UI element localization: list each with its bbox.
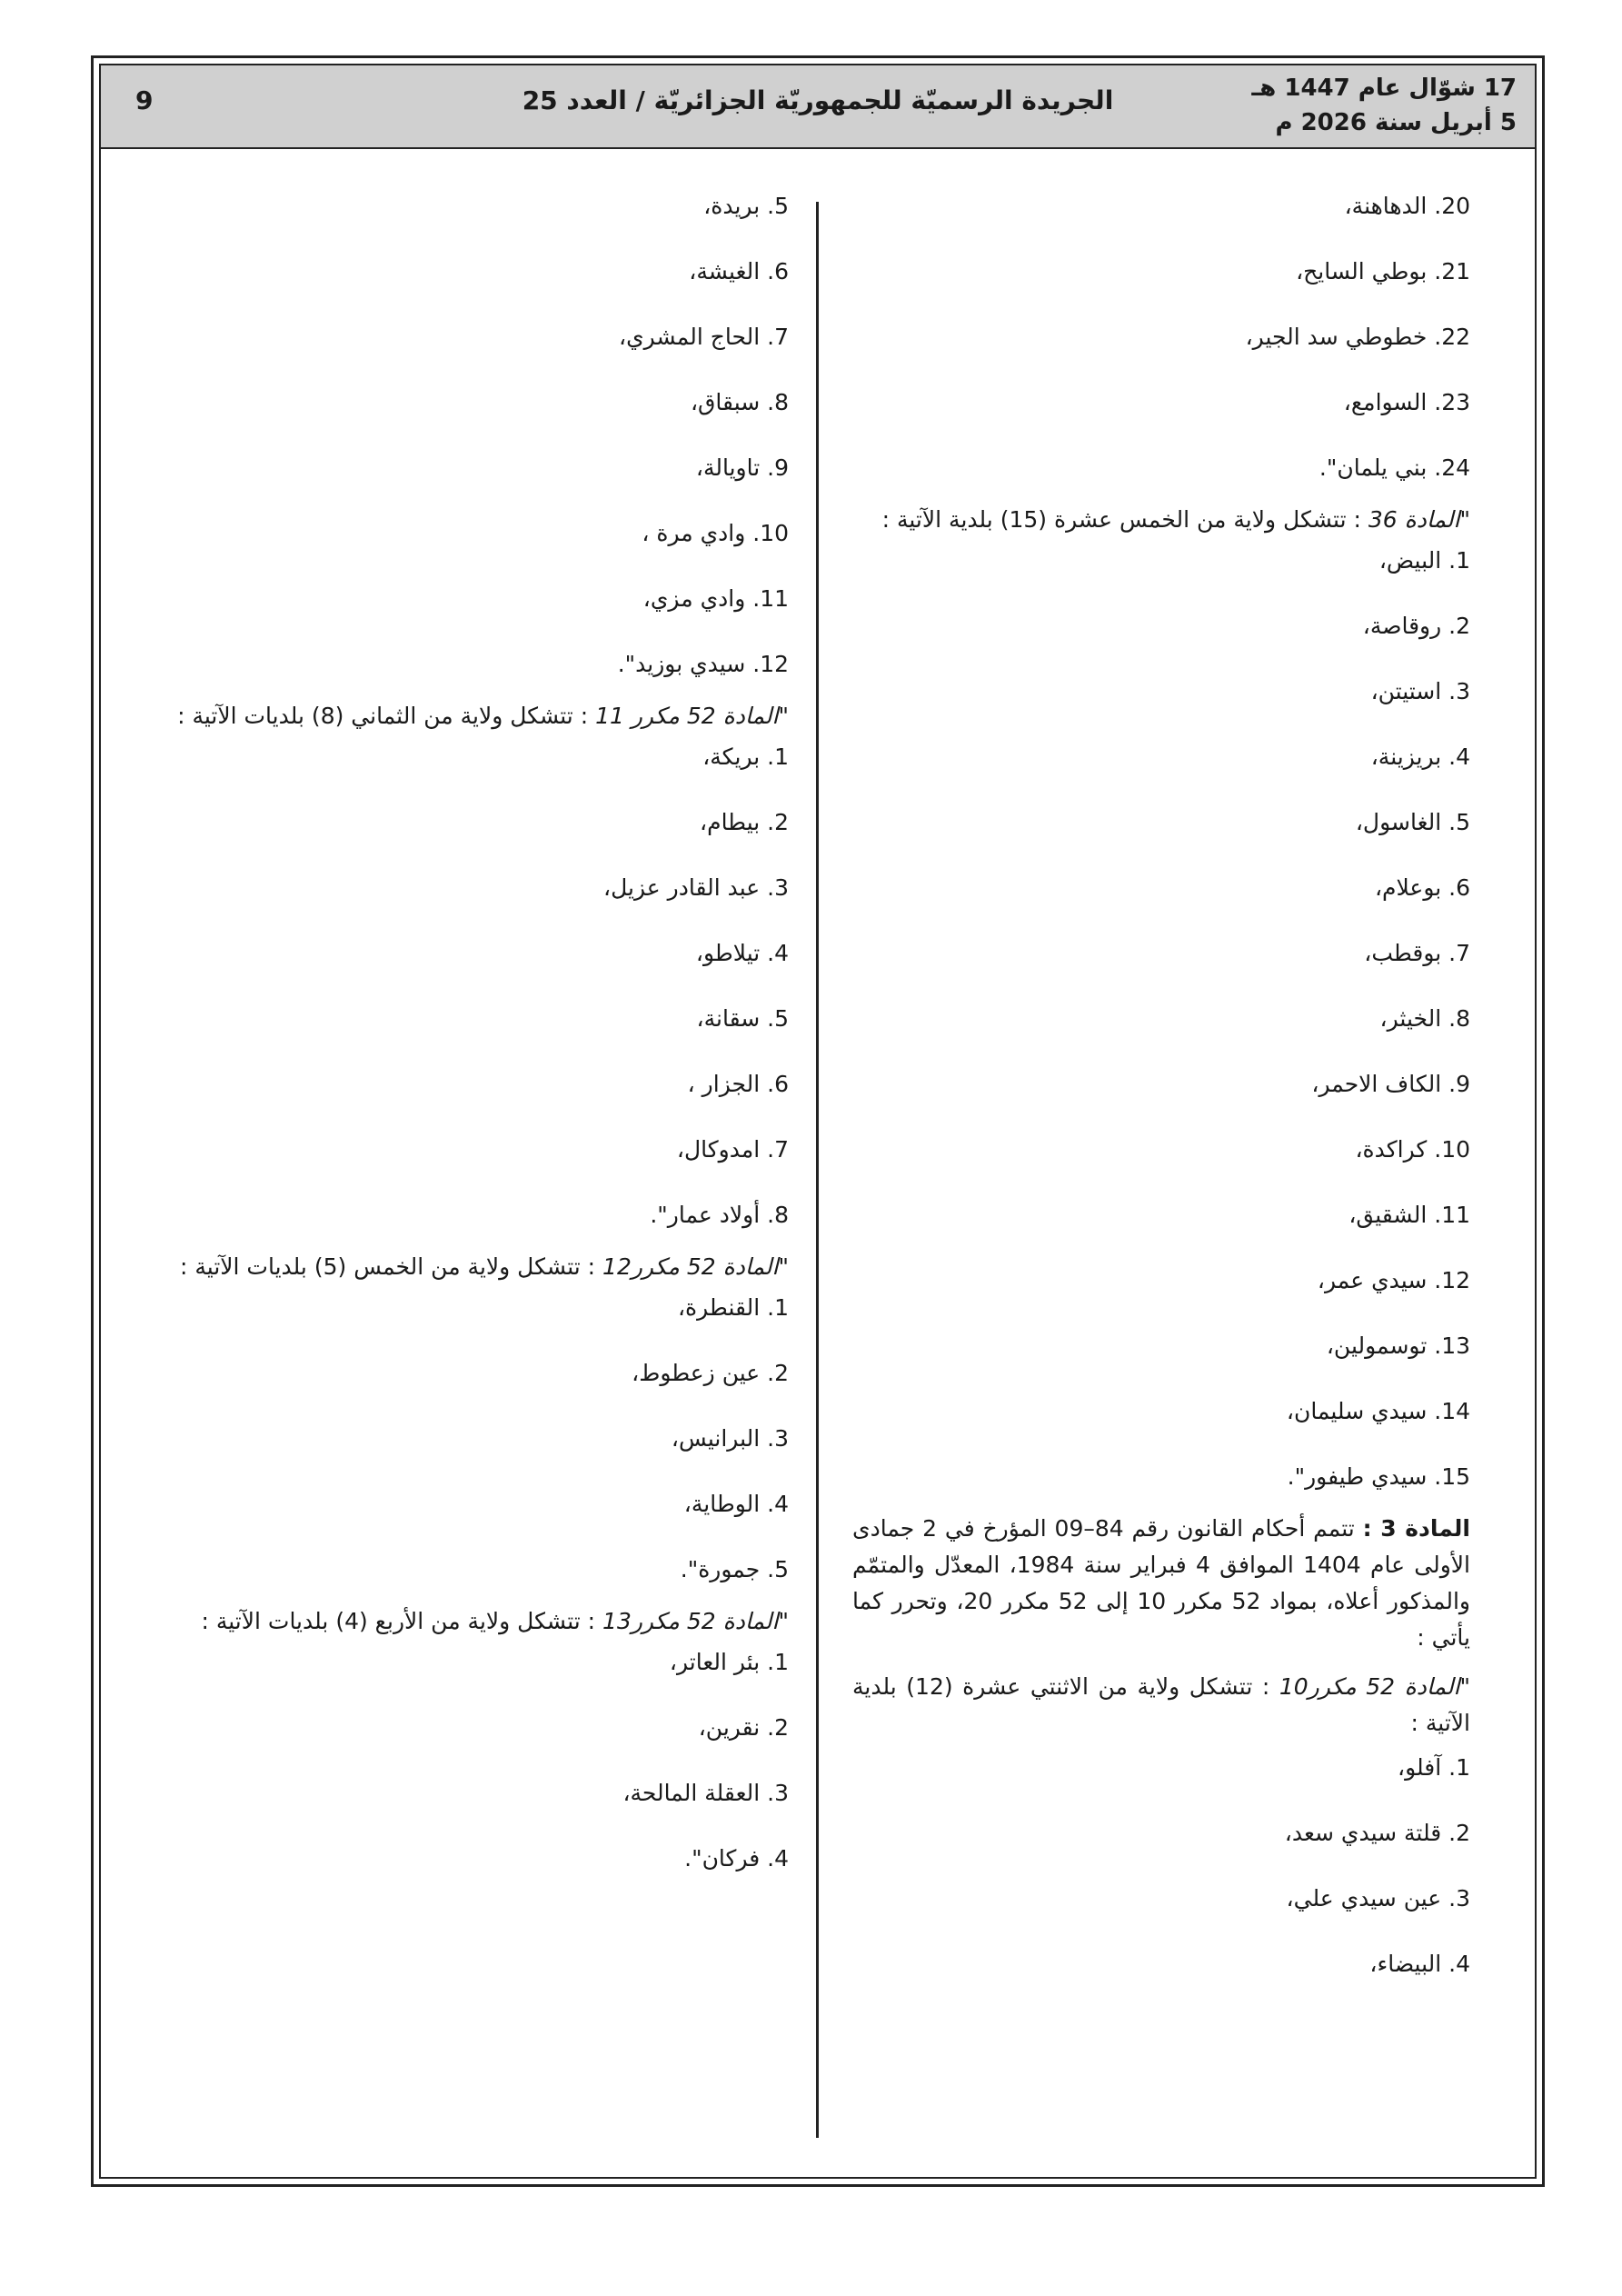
list-item: 3. البرانيس، xyxy=(671,1425,789,1452)
list-item: 6. الجزار ، xyxy=(687,1071,789,1097)
article-label: المادة 3 : xyxy=(1362,1515,1470,1542)
article-52-11 xyxy=(144,698,789,734)
list-item: 5. جمورة". xyxy=(680,1556,789,1582)
list-item: 3. استيتن، xyxy=(1370,678,1470,704)
list-item: 8. أولاد عمار". xyxy=(650,1202,789,1228)
list-item: 6. الغيشة، xyxy=(689,258,789,285)
list-item: 1. بئر العاتر، xyxy=(669,1649,789,1675)
article-52-13 xyxy=(144,1603,789,1640)
article-ref: "المادة 52 مكرر10 xyxy=(1279,1673,1471,1700)
hijri-date: 17 شوّال عام 1447 هـ xyxy=(1251,75,1517,102)
list-item: 10. كراكدة، xyxy=(1355,1136,1470,1163)
list-item: 13. توسمولين، xyxy=(1326,1333,1470,1359)
list-item: 4. الوطاية، xyxy=(683,1491,789,1517)
list-item: 6. بوعلام، xyxy=(1374,874,1470,901)
page-number: 9 xyxy=(135,85,154,115)
list-item: 12. سيدي بوزيد". xyxy=(617,651,789,677)
article-ref: "المادة 52 مكرر13 xyxy=(602,1608,789,1634)
list-item: 9. تاويالة، xyxy=(695,454,789,481)
list-item: 11. وادي مزي، xyxy=(642,585,789,612)
article-ref: "المادة 52 مكرر 11 xyxy=(595,703,789,729)
list-item: 15. سيدي طيفور". xyxy=(1287,1463,1470,1490)
list-item: 12. سيدي عمر، xyxy=(1317,1267,1470,1293)
right-column xyxy=(852,193,1470,2016)
list-item: 2. عين زعطوط، xyxy=(632,1360,789,1386)
list-item: 8. سبقاق، xyxy=(690,389,789,415)
list-item: 9. الكاف الاحمر، xyxy=(1311,1071,1470,1097)
list-item: 1. البيض، xyxy=(1378,547,1470,574)
list-item: 3. العقلة المالحة، xyxy=(622,1780,789,1806)
list-item: 2. روقاصة، xyxy=(1362,613,1470,639)
list-item: 5. بريدة، xyxy=(703,193,789,219)
list-item: 24. بني يلمان". xyxy=(1318,454,1470,481)
list-item: 4. فركان". xyxy=(684,1845,789,1872)
list-item: 4. تيلاطو، xyxy=(695,940,789,966)
list-item: 2. بيطام، xyxy=(700,809,789,835)
article-text: : تتشكل ولاية من الخمس (5) بلديات الآتية : xyxy=(180,1253,596,1280)
list-item: 3. عين سيدي علي، xyxy=(1286,1885,1470,1912)
list-item: 10. وادي مرة ، xyxy=(642,520,789,546)
list-item: 20. الدهاهنة، xyxy=(1344,193,1470,219)
gazette-title: الجريدة الرسميّة للجمهوريّة الجزائريّة / العدد 25 xyxy=(522,85,1114,115)
list-item: 23. السوامع، xyxy=(1343,389,1470,415)
list-item: 3. عبد القادر عزيل، xyxy=(603,874,789,901)
article-ref: "المادة 36 xyxy=(1368,506,1470,533)
left-column xyxy=(144,193,789,1911)
list-item: 14. سيدي سليمان، xyxy=(1286,1398,1470,1424)
list-item: 7. امدوكال، xyxy=(676,1136,789,1163)
article-3 xyxy=(852,1511,1470,1656)
article-ref: "المادة 52 مكرر12 xyxy=(602,1253,789,1280)
article-text: تتمم أحكام القانون رقم 84–09 المؤرخ في 2 جمادى الأولى عام 1404 الموافق 4 فبراير سنة 1984، المعدّل والمتمّم والمذكور أعلاه، بمواد 52 مكرر 10 إلى 52 مكرر 20، وتحرر كما يأتي : xyxy=(852,1515,1470,1651)
column-divider xyxy=(816,202,819,2138)
article-text: : تتشكل ولاية من الأربع (4) بلديات الآتية : xyxy=(201,1608,596,1634)
list-item: 7. بوقطب، xyxy=(1364,940,1470,966)
article-52-12 xyxy=(144,1249,789,1285)
list-item: 4. بريزينة، xyxy=(1370,744,1470,770)
gregorian-date: 5 أبريل سنة 2026 م xyxy=(1275,109,1517,136)
list-item: 1. آفلو، xyxy=(1398,1754,1470,1781)
article-52-10 xyxy=(852,1669,1470,1742)
article-text: : تتشكل ولاية من الخمس عشرة (15) بلدية الآتية : xyxy=(881,506,1361,533)
list-item: 2. نقرين، xyxy=(698,1714,789,1741)
article-text: : تتشكل ولاية من الاثنتي عشرة (12) بلدية الآتية : xyxy=(852,1673,1470,1736)
list-item: 4. البيضاء، xyxy=(1369,1951,1470,1977)
list-item: 8. الخيثر، xyxy=(1379,1005,1470,1032)
list-item: 5. سقانة، xyxy=(696,1005,789,1032)
article-text: : تتشكل ولاية من الثماني (8) بلديات الآتية : xyxy=(177,703,589,729)
list-item: 7. الحاج المشري، xyxy=(619,324,789,350)
list-item: 1. القنطرة، xyxy=(677,1294,789,1321)
list-item: 1. بريكة، xyxy=(702,744,789,770)
list-item: 21. بوطي السايح، xyxy=(1296,258,1470,285)
list-item: 22. خطوطي سد الجير، xyxy=(1245,324,1470,350)
list-item: 2. قلتة سيدي سعد، xyxy=(1284,1820,1470,1846)
page-header xyxy=(101,65,1535,149)
list-item: 11. الشقيق، xyxy=(1348,1202,1470,1228)
article-36 xyxy=(852,502,1470,538)
list-item: 5. الغاسول، xyxy=(1355,809,1470,835)
